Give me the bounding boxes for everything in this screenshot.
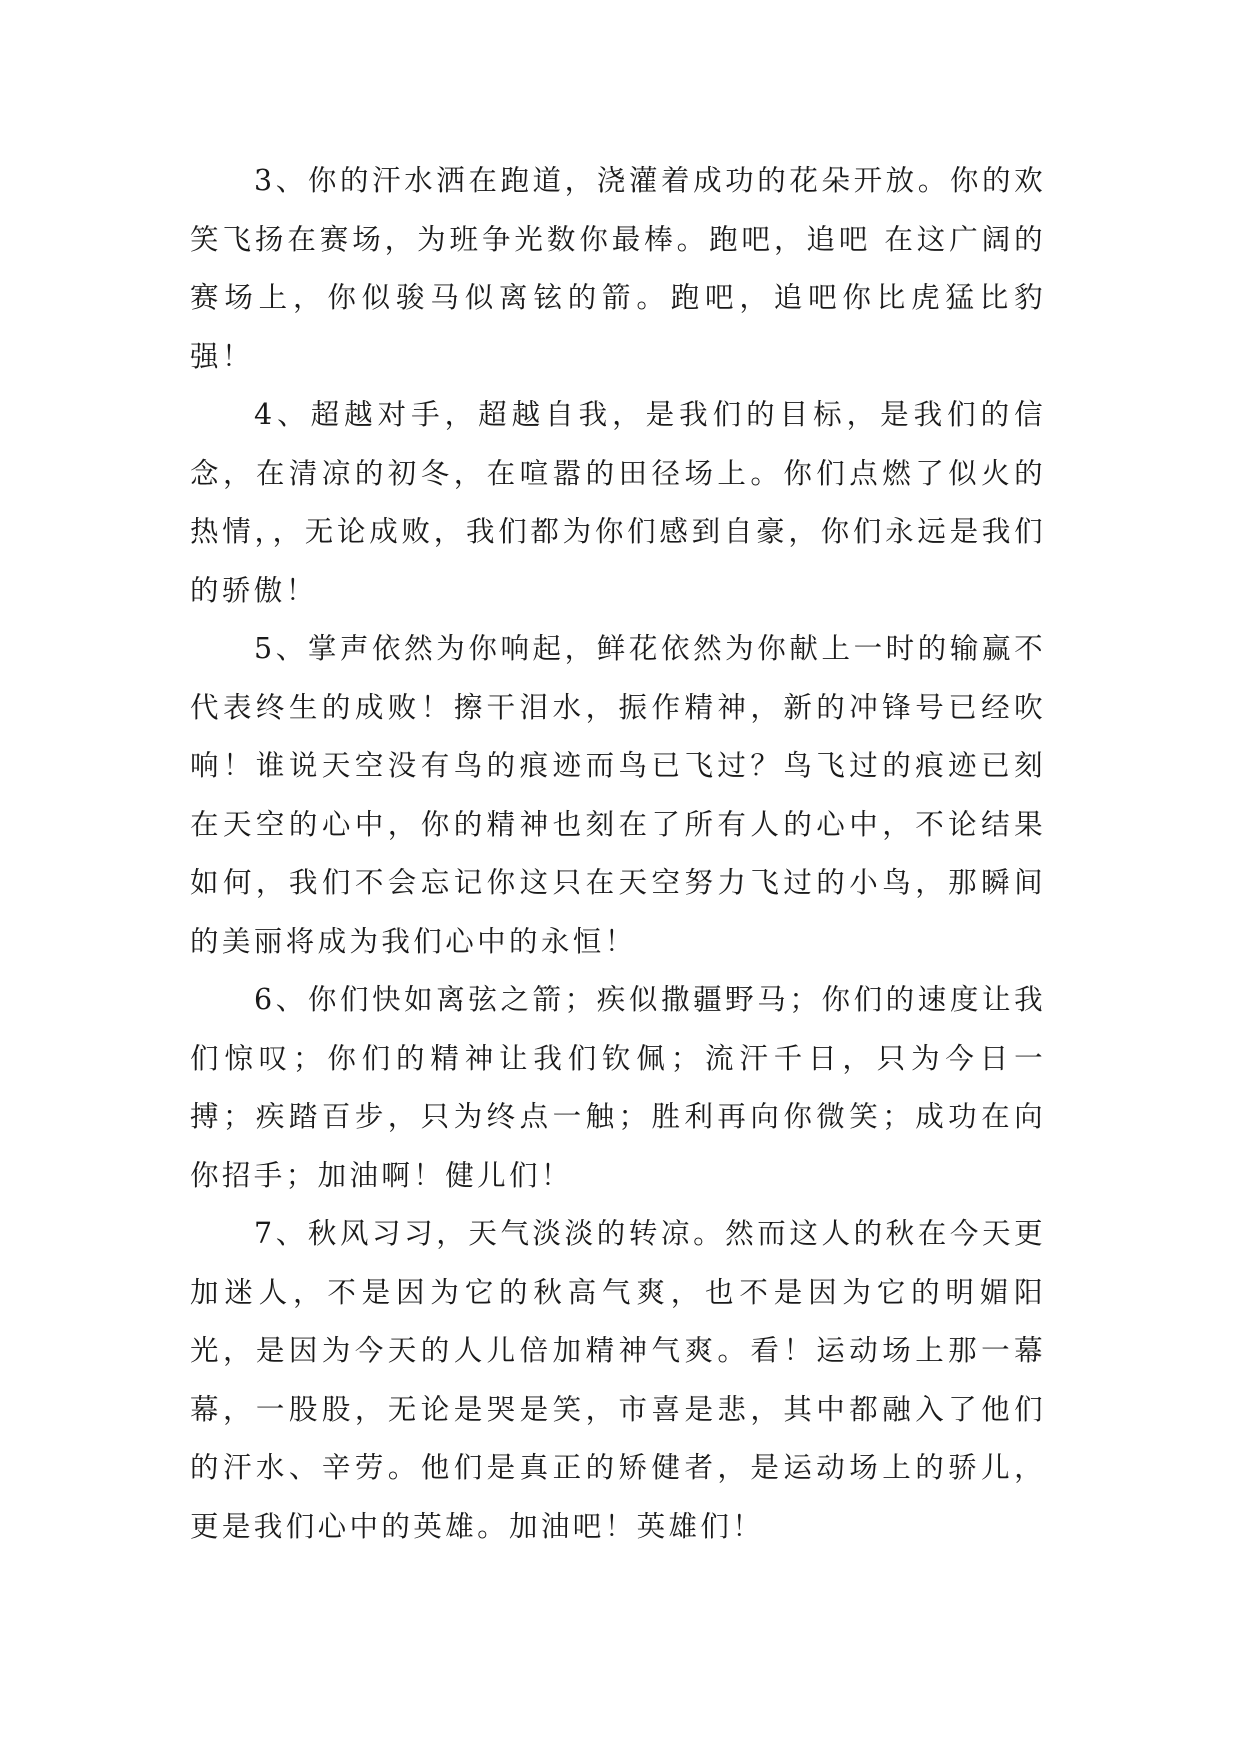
paragraph-6: 6、你们快如离弦之箭；疾似撒疆野马；你们的速度让我们惊叹；你们的精神让我们钦佩；流汗千日，只为今日一搏；疾踏百步，只为终点一触；胜利再向你微笑；成功在向你招手；加油啊！健儿们！ [190, 983, 1046, 1192]
paragraph-7: 7、秋风习习，天气淡淡的转凉。然而这人的秋在今天更加迷人，不是因为它的秋高气爽，也不是因为它的明媚阳光，是因为今天的人儿倍加精神气爽。看！运动场上那一幕幕，一股股，无论是哭是笑，市喜是悲，其中都融入了他们的汗水、辛劳。他们是真正的矫健者，是运动场上的骄儿，更是我们心中的英雄。加油吧！英雄们！ [190, 1217, 1046, 1543]
paragraph-5: 5、掌声依然为你响起，鲜花依然为你献上一时的输赢不代表终生的成败！擦干泪水，振作精神，新的冲锋号已经吹响！谁说天空没有鸟的痕迹而鸟已飞过？鸟飞过的痕迹已刻在天空的心中，你的精神也刻在了所有人的心中，不论结果如何，我们不会忘记你这只在天空努力飞过的小鸟，那瞬间的美丽将成为我们心中的永恒！ [190, 632, 1046, 958]
paragraph-4: 4、超越对手，超越自我，是我们的目标，是我们的信念，在清凉的初冬，在喧嚣的田径场上。你们点燃了似火的热情，，无论成败，我们都为你们感到自豪，你们永远是我们的骄傲！ [190, 398, 1046, 607]
paragraph-3: 3、你的汗水洒在跑道，浇灌着成功的花朵开放。你的欢笑飞扬在赛场，为班争光数你最棒。跑吧，追吧 在这广阔的赛场上，你似骏马似离铉的箭。跑吧，追吧你比虎猛比豹强！ [190, 164, 1046, 373]
document-body [190, 152, 1046, 1556]
